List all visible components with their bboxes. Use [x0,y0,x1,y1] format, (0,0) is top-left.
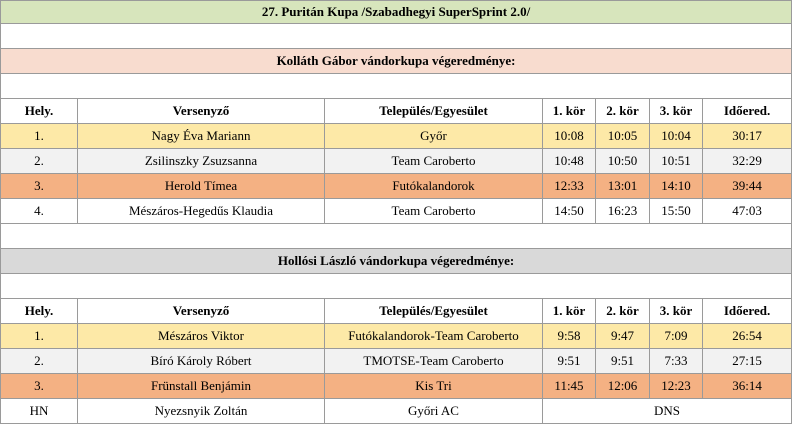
section1-title: Kolláth Gábor vándorkupa végeredménye: [1,49,792,74]
table-row [1,124,792,149]
header-lap3: 3. kör [650,99,703,124]
table-row [1,324,792,349]
section2-header-row [1,299,792,324]
table-row [1,199,792,224]
header-place: Hely. [1,99,78,124]
table-row [1,349,792,374]
total-cell: 26:54 [703,324,792,349]
club-cell: TMOTSE-Team Caroberto [325,349,543,374]
place-cell: 4. [1,199,78,224]
spacer-row [1,74,792,99]
place-cell: 1. [1,124,78,149]
header-lap2: 2. kör [596,99,650,124]
name-cell: Nyezsnyik Zoltán [78,399,325,424]
name-cell: Mészáros-Hegedűs Klaudia [78,199,325,224]
lap3-cell: 7:09 [650,324,703,349]
header-club: Település/Egyesület [325,299,543,324]
lap1-cell: 12:33 [543,174,596,199]
section2-title: Hollósi László vándorkupa végeredménye: [1,249,792,274]
header-total: Időered. [703,299,792,324]
section1-title-row [1,49,792,74]
header-lap3: 3. kör [650,299,703,324]
place-cell: 1. [1,324,78,349]
name-cell: Bíró Károly Róbert [78,349,325,374]
total-cell: 30:17 [703,124,792,149]
lap3-cell: 12:23 [650,374,703,399]
lap1-cell: 10:08 [543,124,596,149]
total-cell: 39:44 [703,174,792,199]
status-cell: DNS [543,399,792,424]
lap1-cell: 10:48 [543,149,596,174]
page-title: 27. Puritán Kupa /Szabadhegyi SuperSprint 2.0/ [1,1,792,24]
header-total: Időered. [703,99,792,124]
name-cell: Mészáros Viktor [78,324,325,349]
header-lap1: 1. kör [543,99,596,124]
lap3-cell: 10:04 [650,124,703,149]
lap2-cell: 10:05 [596,124,650,149]
header-lap2: 2. kör [596,299,650,324]
name-cell: Herold Tímea [78,174,325,199]
lap2-cell: 16:23 [596,199,650,224]
title-row [1,1,792,24]
header-lap1: 1. kör [543,299,596,324]
name-cell: Zsilinszky Zsuzsanna [78,149,325,174]
lap3-cell: 7:33 [650,349,703,374]
lap2-cell: 9:51 [596,349,650,374]
club-cell: Team Caroberto [325,199,543,224]
header-competitor: Versenyző [78,99,325,124]
total-cell: 47:03 [703,199,792,224]
name-cell: Nagy Éva Mariann [78,124,325,149]
club-cell: Futókalandorok [325,174,543,199]
lap2-cell: 9:47 [596,324,650,349]
header-competitor: Versenyző [78,299,325,324]
spacer-row [1,24,792,49]
spacer-row [1,274,792,299]
place-cell: HN [1,399,78,424]
club-cell: Team Caroberto [325,149,543,174]
club-cell: Győri AC [325,399,543,424]
table-row [1,149,792,174]
total-cell: 32:29 [703,149,792,174]
spacer-row [1,224,792,249]
club-cell: Győr [325,124,543,149]
place-cell: 2. [1,149,78,174]
section2-title-row [1,249,792,274]
table-row [1,174,792,199]
club-cell: Kis Tri [325,374,543,399]
lap1-cell: 11:45 [543,374,596,399]
total-cell: 27:15 [703,349,792,374]
name-cell: Frünstall Benjámin [78,374,325,399]
lap3-cell: 14:10 [650,174,703,199]
place-cell: 3. [1,174,78,199]
total-cell: 36:14 [703,374,792,399]
place-cell: 2. [1,349,78,374]
place-cell: 3. [1,374,78,399]
lap3-cell: 10:51 [650,149,703,174]
header-place: Hely. [1,299,78,324]
club-cell: Futókalandorok-Team Caroberto [325,324,543,349]
lap2-cell: 13:01 [596,174,650,199]
lap1-cell: 9:51 [543,349,596,374]
header-club: Település/Egyesület [325,99,543,124]
lap1-cell: 14:50 [543,199,596,224]
lap1-cell: 9:58 [543,324,596,349]
lap2-cell: 10:50 [596,149,650,174]
lap2-cell: 12:06 [596,374,650,399]
table-row [1,374,792,399]
lap3-cell: 15:50 [650,199,703,224]
table-row [1,399,792,424]
section1-header-row [1,99,792,124]
